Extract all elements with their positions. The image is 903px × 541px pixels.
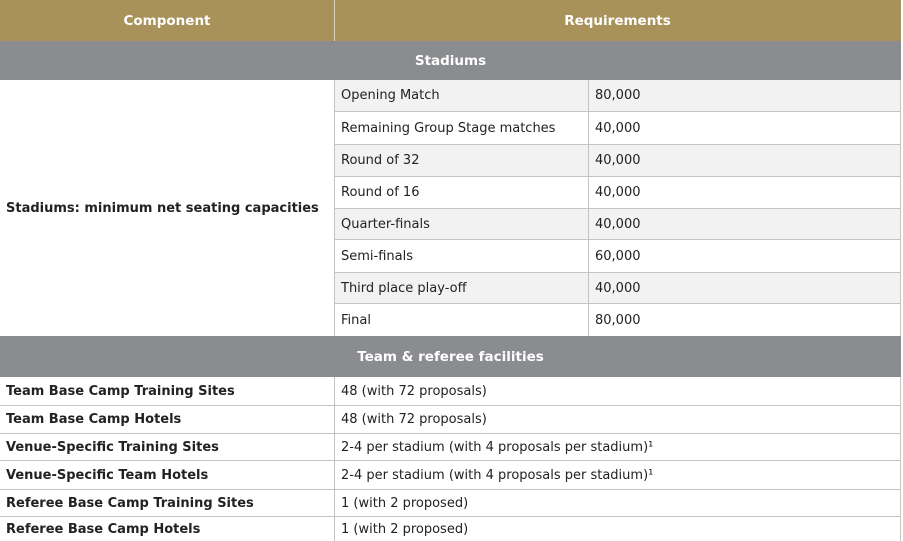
facility-component-cell: Venue-Specific Training Sites xyxy=(6,439,219,455)
facility-component-cell: Team Base Camp Hotels xyxy=(6,412,182,427)
facility-component-cell: Referee Base Camp Training Sites xyxy=(6,495,254,511)
facility-requirement-cell: 2-4 per stadium (with 4 proposals per stadium)¹ xyxy=(341,467,654,483)
stadium-match-cell: Opening Match xyxy=(335,80,588,111)
grid-line xyxy=(0,433,901,434)
stadium-match-cell: Quarter-finals xyxy=(335,209,588,239)
facility-component-cell: Team Base Camp Training Sites xyxy=(6,383,235,399)
section-team-referee-facilities: Team & referee facilities xyxy=(0,336,901,377)
table-right-border xyxy=(900,377,901,541)
facility-requirement-cell: 2-4 per stadium (with 4 proposals per stadium)¹ xyxy=(341,439,654,455)
stadiums-component-label: Stadiums: minimum net seating capacities xyxy=(6,200,319,216)
grid-line xyxy=(334,272,901,273)
grid-line xyxy=(0,489,901,490)
stadium-capacity-cell: 40,000 xyxy=(589,209,901,239)
grid-line xyxy=(334,208,901,209)
section-stadiums: Stadiums xyxy=(0,41,901,80)
facility-component-cell: Venue-Specific Team Hotels xyxy=(6,467,209,483)
stadium-capacity-cell: 60,000 xyxy=(595,248,641,264)
stadium-match-cell: Final xyxy=(341,312,371,328)
header-divider xyxy=(334,0,335,41)
grid-line xyxy=(334,144,901,145)
grid-line xyxy=(0,516,901,517)
facility-component-cell: Referee Base Camp Hotels xyxy=(6,521,201,537)
grid-line xyxy=(0,460,901,461)
stadium-match-cell: Remaining Group Stage matches xyxy=(341,120,556,136)
stadium-match-cell: Semi-finals xyxy=(341,248,413,264)
grid-line xyxy=(334,303,901,304)
grid-line xyxy=(334,176,901,177)
facility-requirement-cell: 1 (with 2 proposed) xyxy=(341,495,469,511)
stadium-match-cell: Round of 32 xyxy=(335,145,588,176)
stadium-capacity-cell: 40,000 xyxy=(595,120,641,136)
table-right-border xyxy=(900,80,901,336)
grid-line xyxy=(0,405,901,406)
stadium-capacity-cell: 40,000 xyxy=(589,273,901,303)
stadium-capacity-cell: 80,000 xyxy=(595,312,641,328)
header-component: Component xyxy=(0,0,334,41)
facility-requirement-cell: 1 (with 2 proposed) xyxy=(341,521,469,537)
stadium-match-cell: Third place play-off xyxy=(335,273,588,303)
stadium-capacity-cell: 80,000 xyxy=(589,80,901,111)
grid-line xyxy=(334,111,901,112)
stadium-capacity-cell: 40,000 xyxy=(595,185,641,200)
facility-requirement-cell: 48 (with 72 proposals) xyxy=(341,383,487,399)
grid-line xyxy=(334,239,901,240)
stadium-match-cell: Round of 16 xyxy=(341,185,420,200)
stadium-capacity-cell: 40,000 xyxy=(589,145,901,176)
header-requirements: Requirements xyxy=(334,0,901,41)
facility-requirement-cell: 48 (with 72 proposals) xyxy=(341,412,487,427)
